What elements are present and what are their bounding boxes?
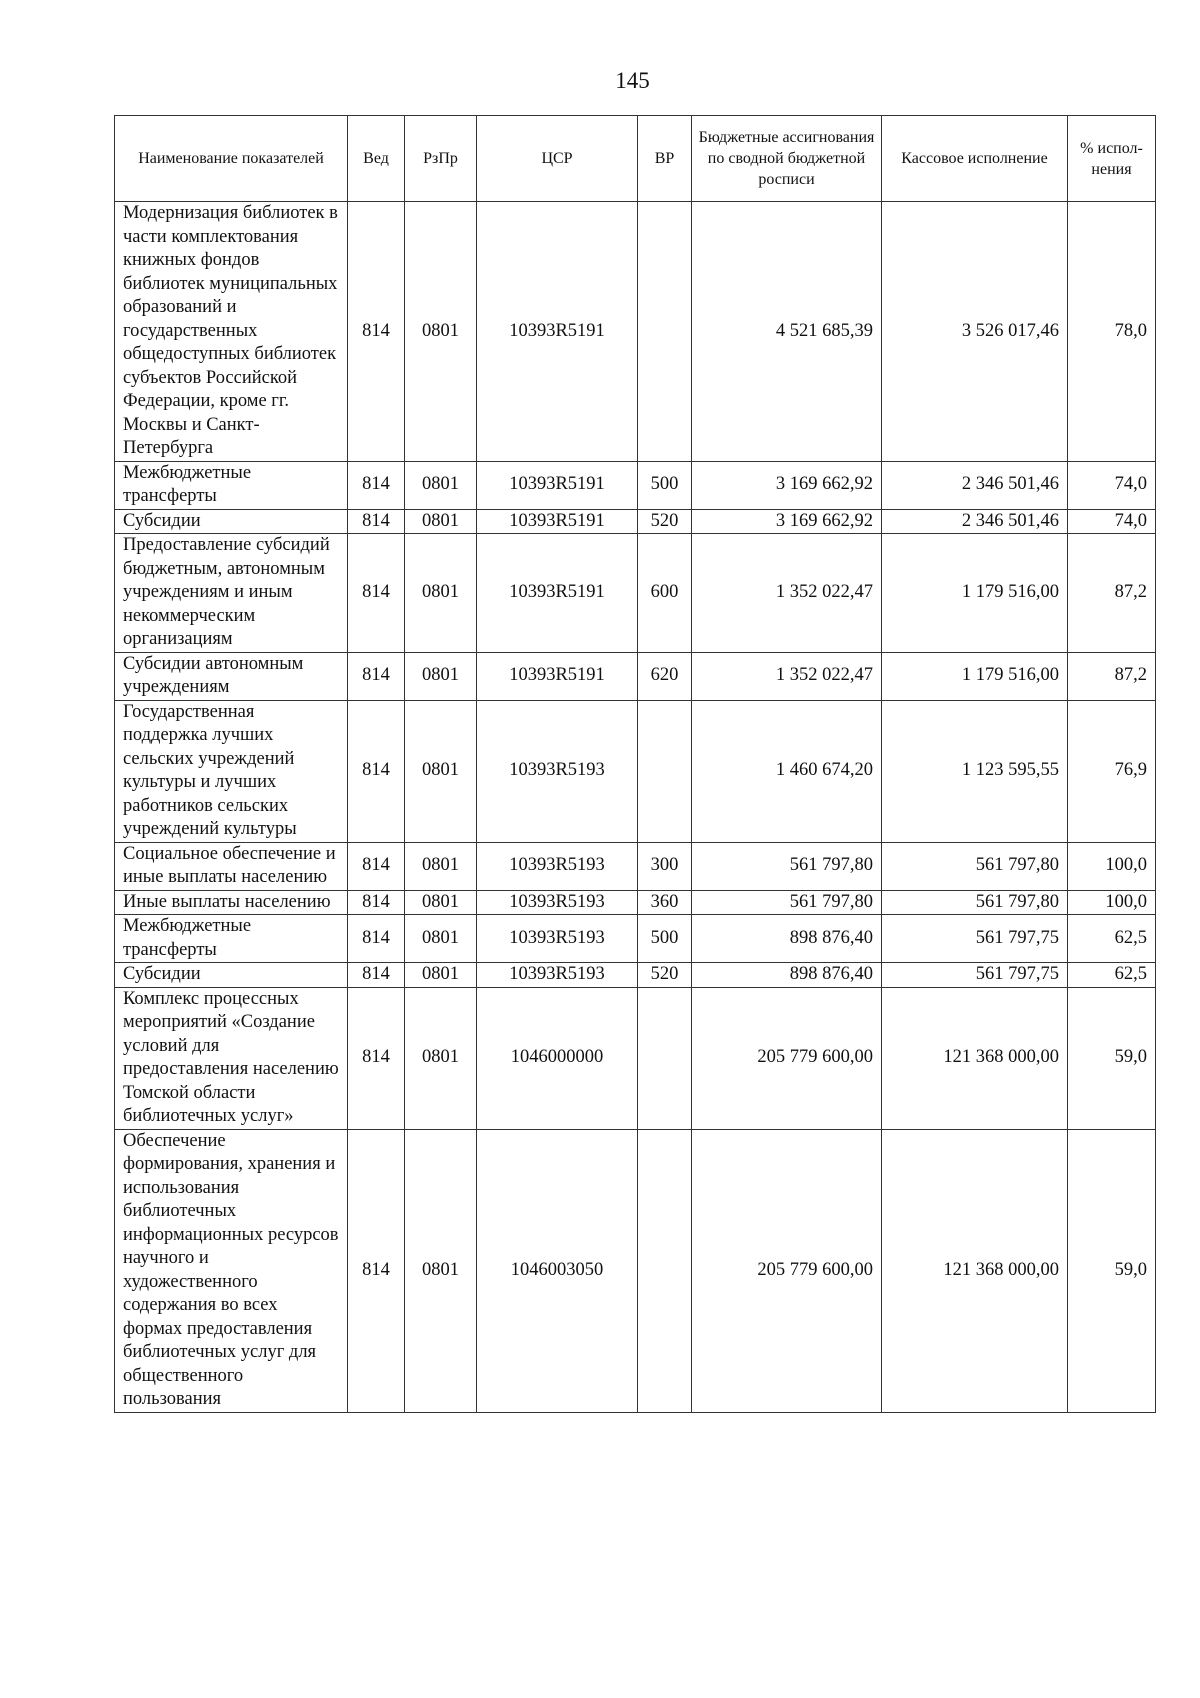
- row-cash-execution: 121 368 000,00: [882, 1129, 1068, 1412]
- row-vr: [638, 202, 692, 462]
- row-cash-execution: 561 797,80: [882, 890, 1068, 915]
- header-name: Наименование показателей: [115, 116, 348, 202]
- row-vr: 300: [638, 842, 692, 890]
- row-execution-percent: 87,2: [1068, 534, 1156, 653]
- row-ved: 814: [348, 987, 405, 1129]
- row-name: Модернизация библиотек в части комплектования книжных фондов библиотек муниципальных образований и государственных общедоступных библиотек субъектов Российской Федерации, кроме гг. Москвы и Санкт-Петербурга: [115, 202, 348, 462]
- row-name: Предоставление субсидий бюджетным, автономным учреждениям и иным некоммерческим организациям: [115, 534, 348, 653]
- row-ved: 814: [348, 915, 405, 963]
- row-execution-percent: 59,0: [1068, 1129, 1156, 1412]
- row-allocations: 4 521 685,39: [692, 202, 882, 462]
- row-vr: [638, 1129, 692, 1412]
- row-csr: 10393R5193: [477, 700, 638, 842]
- row-rzpr: 0801: [405, 509, 477, 534]
- row-cash-execution: 121 368 000,00: [882, 987, 1068, 1129]
- row-csr: 10393R5193: [477, 842, 638, 890]
- table-row: [115, 202, 1156, 462]
- row-allocations: 898 876,40: [692, 915, 882, 963]
- row-allocations: 1 352 022,47: [692, 652, 882, 700]
- row-rzpr: 0801: [405, 987, 477, 1129]
- header-cash-execution: Кассовое исполнение: [882, 116, 1068, 202]
- row-ved: 814: [348, 202, 405, 462]
- row-name: Субсидии автономным учреждениям: [115, 652, 348, 700]
- page-number: 145: [615, 68, 650, 93]
- header-ved: Вед: [348, 116, 405, 202]
- row-ved: 814: [348, 842, 405, 890]
- row-cash-execution: 1 179 516,00: [882, 534, 1068, 653]
- table-row: [115, 963, 1156, 988]
- row-rzpr: 0801: [405, 461, 477, 509]
- row-cash-execution: 3 526 017,46: [882, 202, 1068, 462]
- row-ved: 814: [348, 1129, 405, 1412]
- row-csr: 10393R5191: [477, 461, 638, 509]
- row-rzpr: 0801: [405, 842, 477, 890]
- table-row: [115, 509, 1156, 534]
- row-name: Комплекс процессных мероприятий «Создание условий для предоставления населению Томской области библиотечных услуг»: [115, 987, 348, 1129]
- row-cash-execution: 1 123 595,55: [882, 700, 1068, 842]
- row-cash-execution: 2 346 501,46: [882, 509, 1068, 534]
- row-csr: 10393R5193: [477, 915, 638, 963]
- table-header: [115, 116, 1156, 202]
- row-csr: 10393R5191: [477, 202, 638, 462]
- row-execution-percent: 62,5: [1068, 963, 1156, 988]
- row-ved: 814: [348, 963, 405, 988]
- row-vr: 600: [638, 534, 692, 653]
- row-vr: 520: [638, 509, 692, 534]
- table-row: [115, 842, 1156, 890]
- row-allocations: 1 460 674,20: [692, 700, 882, 842]
- header-execution-percent: % испол-нения: [1068, 116, 1156, 202]
- row-vr: 500: [638, 915, 692, 963]
- row-name: Субсидии: [115, 509, 348, 534]
- row-execution-percent: 74,0: [1068, 509, 1156, 534]
- row-allocations: 205 779 600,00: [692, 987, 882, 1129]
- row-cash-execution: 561 797,75: [882, 915, 1068, 963]
- row-cash-execution: 1 179 516,00: [882, 652, 1068, 700]
- row-ved: 814: [348, 534, 405, 653]
- row-name: Субсидии: [115, 963, 348, 988]
- row-csr: 10393R5193: [477, 963, 638, 988]
- row-name: Межбюджетные трансферты: [115, 461, 348, 509]
- row-rzpr: 0801: [405, 534, 477, 653]
- row-csr: 10393R5191: [477, 509, 638, 534]
- header-vr: ВР: [638, 116, 692, 202]
- row-allocations: 3 169 662,92: [692, 509, 882, 534]
- row-name: Обеспечение формирования, хранения и использования библиотечных информационных ресурсов научного и художественного содержания во всех формах предоставления библиотечных услуг для общественного пользования: [115, 1129, 348, 1412]
- row-ved: 814: [348, 700, 405, 842]
- row-rzpr: 0801: [405, 202, 477, 462]
- row-name: Иные выплаты населению: [115, 890, 348, 915]
- table-row: [115, 915, 1156, 963]
- row-execution-percent: 100,0: [1068, 890, 1156, 915]
- table-row: [115, 1129, 1156, 1412]
- table-body: [115, 202, 1156, 1413]
- row-allocations: 561 797,80: [692, 890, 882, 915]
- row-ved: 814: [348, 509, 405, 534]
- header-row: [115, 116, 1156, 202]
- row-cash-execution: 2 346 501,46: [882, 461, 1068, 509]
- row-execution-percent: 78,0: [1068, 202, 1156, 462]
- row-name: Социальное обеспечение и иные выплаты населению: [115, 842, 348, 890]
- header-csr: ЦСР: [477, 116, 638, 202]
- table-row: [115, 461, 1156, 509]
- row-ved: 814: [348, 652, 405, 700]
- row-allocations: 898 876,40: [692, 963, 882, 988]
- row-ved: 814: [348, 461, 405, 509]
- row-execution-percent: 74,0: [1068, 461, 1156, 509]
- table-row: [115, 890, 1156, 915]
- row-allocations: 1 352 022,47: [692, 534, 882, 653]
- row-ved: 814: [348, 890, 405, 915]
- row-rzpr: 0801: [405, 890, 477, 915]
- row-allocations: 3 169 662,92: [692, 461, 882, 509]
- row-execution-percent: 59,0: [1068, 987, 1156, 1129]
- row-name: Государственная поддержка лучших сельских учреждений культуры и лучших работников сельских учреждений культуры: [115, 700, 348, 842]
- row-rzpr: 0801: [405, 963, 477, 988]
- row-csr: 10393R5193: [477, 890, 638, 915]
- row-csr: 10393R5191: [477, 652, 638, 700]
- row-execution-percent: 62,5: [1068, 915, 1156, 963]
- row-csr: 1046003050: [477, 1129, 638, 1412]
- budget-execution-table: [114, 115, 1156, 1413]
- row-cash-execution: 561 797,75: [882, 963, 1068, 988]
- header-rzpr: РзПр: [405, 116, 477, 202]
- row-vr: 520: [638, 963, 692, 988]
- row-cash-execution: 561 797,80: [882, 842, 1068, 890]
- row-csr: 10393R5191: [477, 534, 638, 653]
- table-row: [115, 700, 1156, 842]
- row-rzpr: 0801: [405, 915, 477, 963]
- header-allocations: Бюджетные ассигнования по сводной бюджетной росписи: [692, 116, 882, 202]
- table-row: [115, 652, 1156, 700]
- row-rzpr: 0801: [405, 652, 477, 700]
- row-vr: 360: [638, 890, 692, 915]
- row-vr: [638, 700, 692, 842]
- row-execution-percent: 100,0: [1068, 842, 1156, 890]
- row-vr: [638, 987, 692, 1129]
- row-vr: 620: [638, 652, 692, 700]
- row-csr: 1046000000: [477, 987, 638, 1129]
- row-rzpr: 0801: [405, 700, 477, 842]
- row-execution-percent: 76,9: [1068, 700, 1156, 842]
- row-name: Межбюджетные трансферты: [115, 915, 348, 963]
- table-row: [115, 987, 1156, 1129]
- row-allocations: 205 779 600,00: [692, 1129, 882, 1412]
- row-vr: 500: [638, 461, 692, 509]
- row-execution-percent: 87,2: [1068, 652, 1156, 700]
- row-allocations: 561 797,80: [692, 842, 882, 890]
- table-row: [115, 534, 1156, 653]
- row-rzpr: 0801: [405, 1129, 477, 1412]
